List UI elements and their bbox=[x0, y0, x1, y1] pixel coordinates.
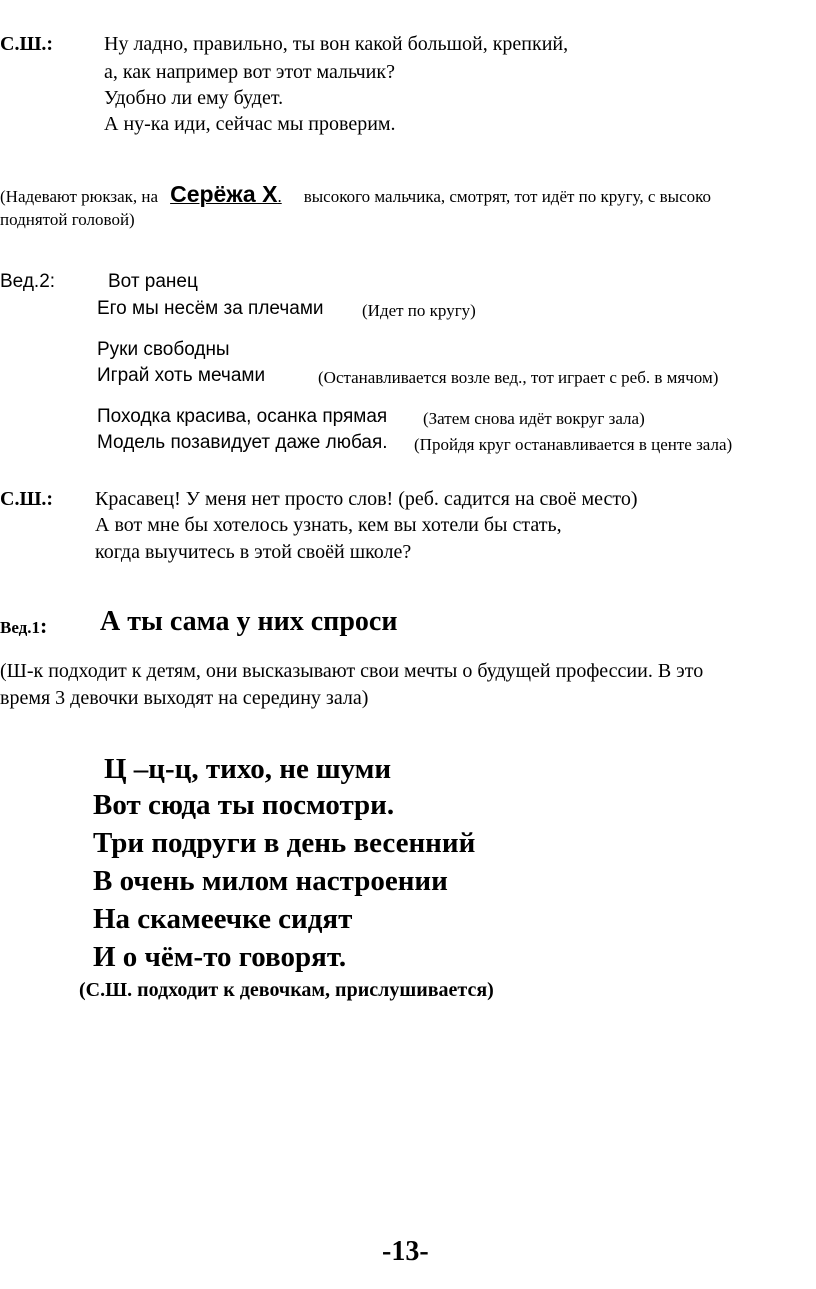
verse-line: Руки свободны bbox=[97, 339, 230, 360]
speaker-colon: : bbox=[40, 613, 48, 638]
speaker-name: Вед.1 bbox=[0, 618, 41, 637]
speaker-label: С.Ш.: bbox=[0, 33, 54, 55]
page-number: -13- bbox=[382, 1236, 429, 1267]
text-line: а, как например вот этот мальчик? bbox=[104, 61, 395, 83]
poem-line: Три подруги в день весенний bbox=[93, 827, 476, 859]
stage-direction bbox=[0, 181, 711, 208]
stage-note: (Идет по кругу) bbox=[362, 301, 476, 320]
verse-line: Вот ранец bbox=[108, 271, 198, 292]
text-line: А вот мне бы хотелось узнать, кем вы хотели бы стать, bbox=[95, 514, 562, 536]
stage-note: (Пройдя круг останавливается в центе зала) bbox=[414, 435, 733, 454]
verse-line: Играй хоть мечами bbox=[97, 365, 266, 386]
poem-line: И о чём-то говорят. bbox=[93, 941, 347, 973]
stage-direction-line: время 3 девочки выходят на середину зала) bbox=[0, 687, 369, 709]
name-blank: Серёжа Х. bbox=[170, 181, 282, 207]
stage-direction-line: поднятой головой) bbox=[0, 210, 135, 229]
verse-line: Походка красива, осанка прямая bbox=[97, 406, 388, 427]
stage-direction-text: высокого мальчика, смотрят, тот идёт по кругу, с высоко bbox=[303, 187, 712, 206]
poem-line: Ц –ц-ц, тихо, не шуми bbox=[104, 753, 392, 785]
text-line: когда выучитесь в этой своёй школе? bbox=[95, 541, 412, 563]
verse-line: Его мы несём за плечами bbox=[97, 298, 324, 319]
child-name: Серёжа Х bbox=[170, 181, 278, 207]
stage-direction-text: (Надевают рюкзак, на bbox=[0, 187, 159, 206]
speaker-label: Вед.2: bbox=[0, 271, 56, 292]
speaker-label bbox=[0, 613, 47, 639]
text-line: Красавец! У меня нет просто слов! (реб. садится на своё место) bbox=[95, 488, 638, 510]
poem-line: На скамеечке сидят bbox=[93, 903, 353, 935]
text-line: Ну ладно, правильно, ты вон какой большой, крепкий, bbox=[104, 33, 569, 55]
bold-line: А ты сама у них спроси bbox=[100, 606, 398, 637]
poem-line: Вот сюда ты посмотри. bbox=[93, 789, 395, 821]
speaker-label: С.Ш.: bbox=[0, 488, 54, 510]
poem-line: В очень милом настроении bbox=[93, 865, 448, 897]
stage-note: (Останавливается возле вед., тот играет с реб. в мячом) bbox=[318, 368, 719, 387]
stage-note: (Затем снова идёт вокруг зала) bbox=[423, 409, 645, 428]
text-line: Удобно ли ему будет. bbox=[104, 87, 284, 109]
verse-line: Модель позавидует даже любая. bbox=[97, 432, 388, 453]
stage-direction-line: (Ш-к подходит к детям, они высказывают свои мечты о будущей профессии. В это bbox=[0, 660, 704, 682]
text-line: А ну-ка иди, сейчас мы проверим. bbox=[104, 113, 396, 135]
stage-note: (С.Ш. подходит к девочкам, прислушивается) bbox=[79, 979, 494, 1001]
